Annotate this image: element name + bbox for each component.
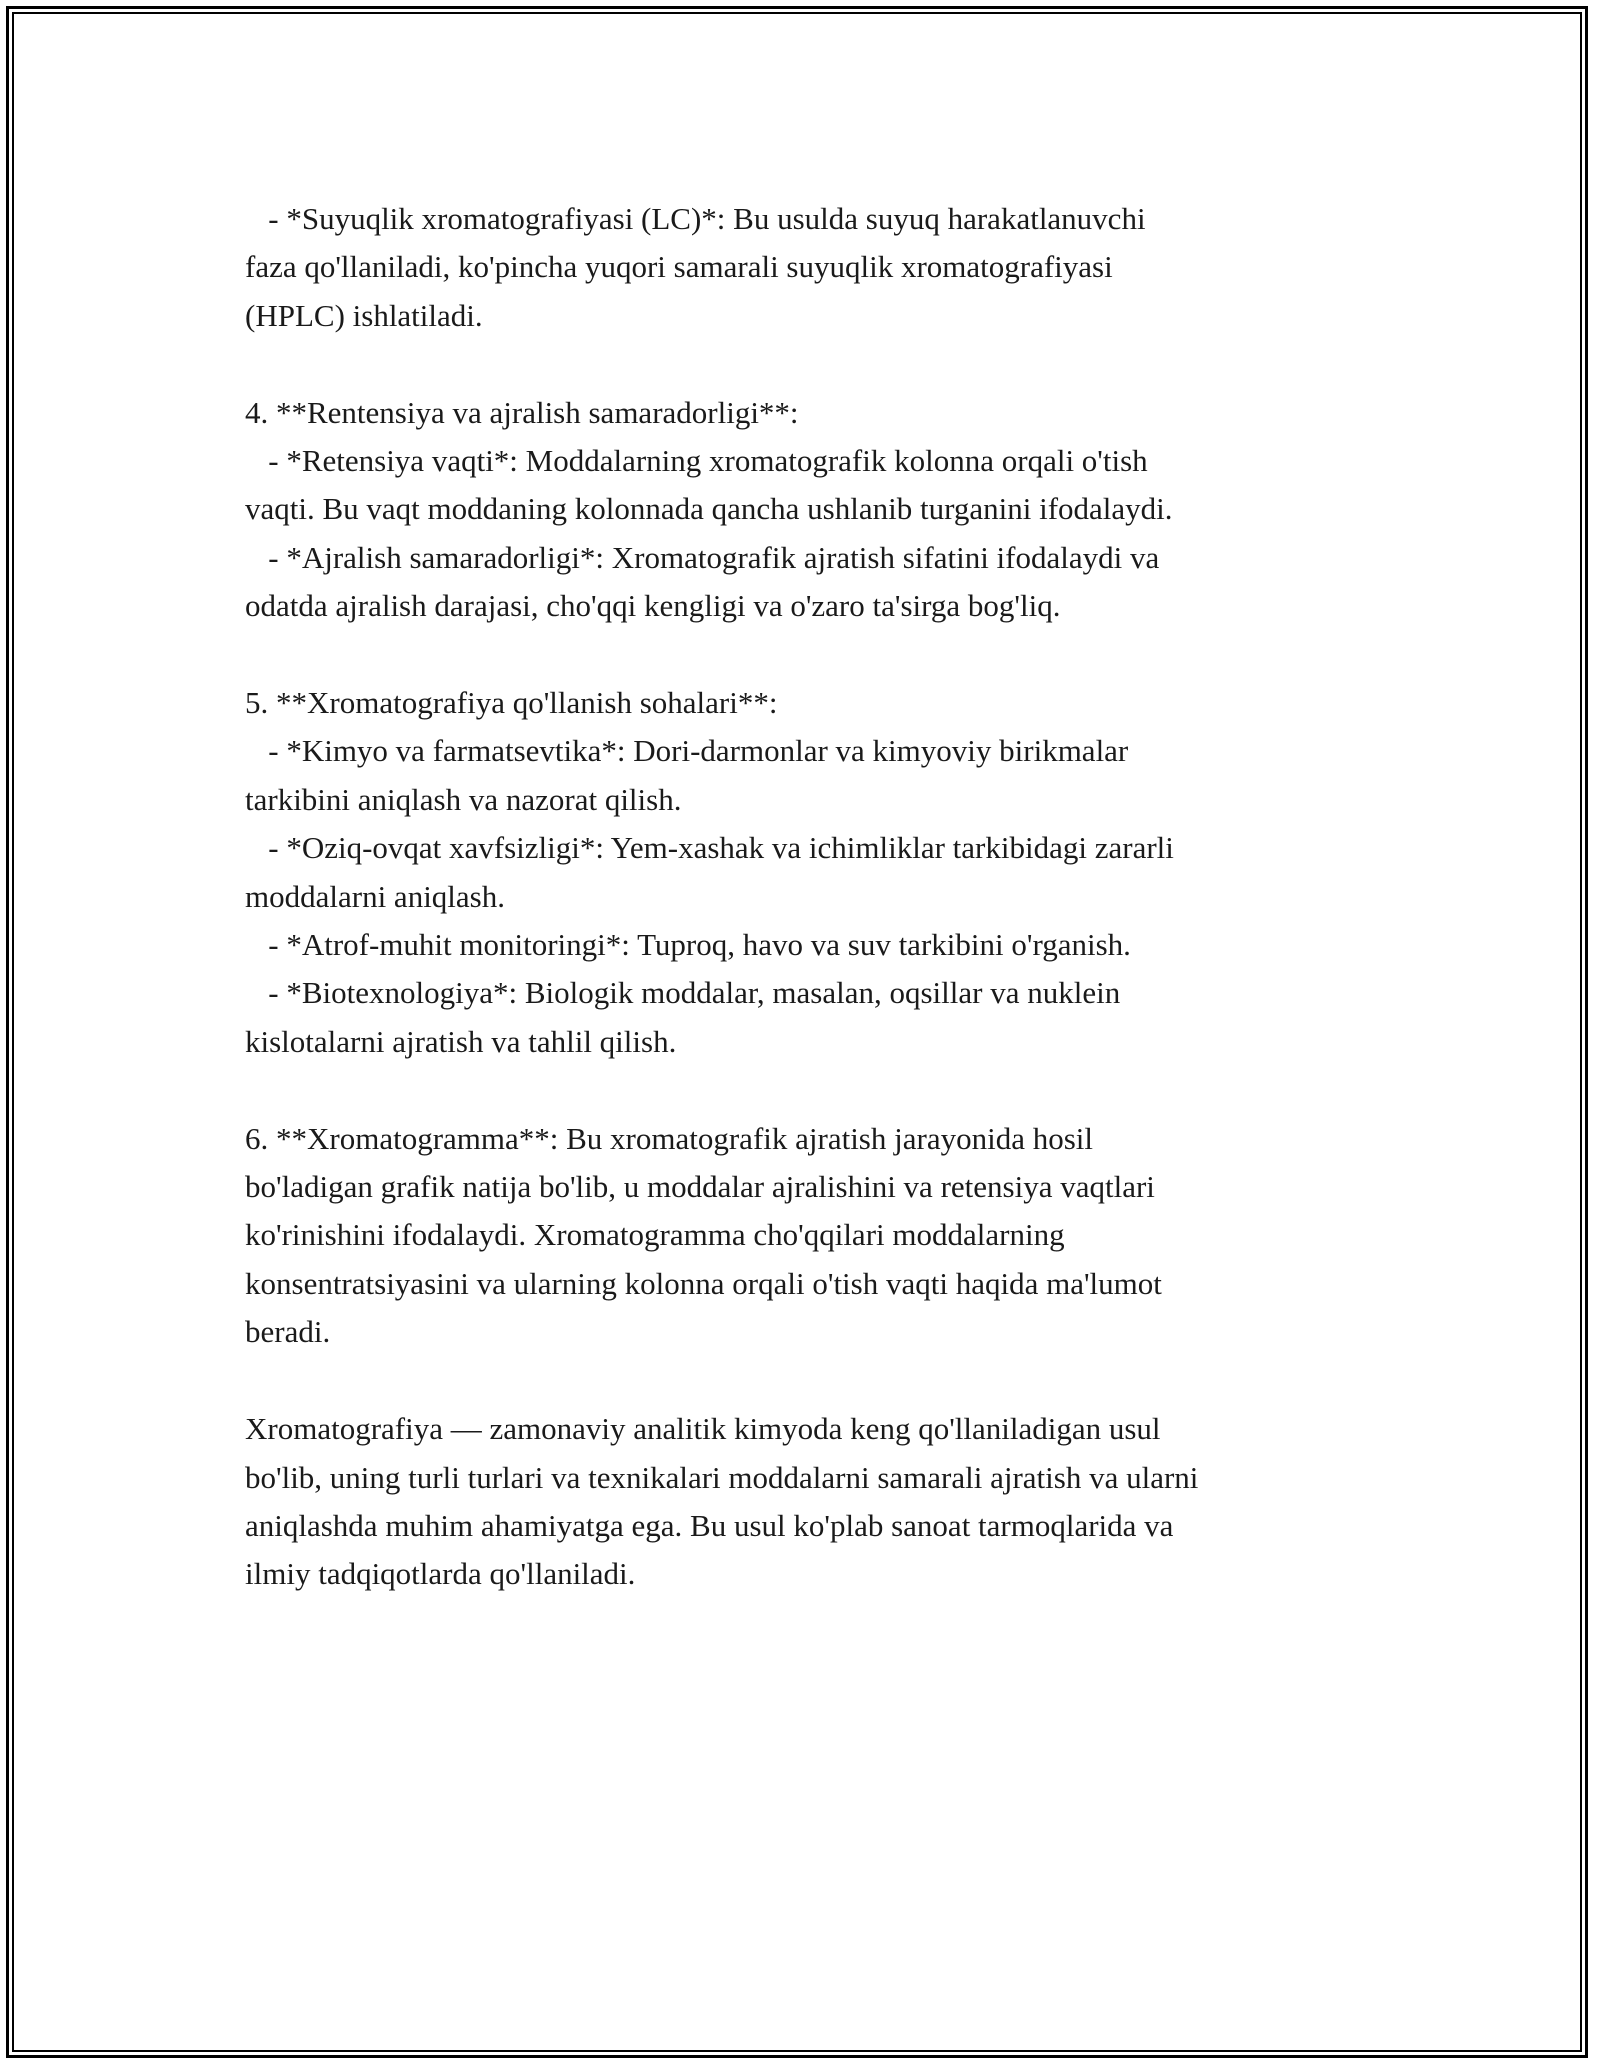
paragraph: [245, 195, 1425, 340]
text-line: - *Suyuqlik xromatografiyasi (LC)*: Bu usulda suyuq harakatlanuvchi: [245, 201, 1146, 236]
text-line: konsentratsiyasini va ularning kolonna orqali o'tish vaqti haqida ma'lumot: [245, 1265, 1162, 1301]
text-line: 4. **Rentensiya va ajralish samaradorligi**:: [245, 394, 799, 430]
text-line: - *Kimyo va farmatsevtika*: Dori-darmonlar va kimyoviy birikmalar: [245, 733, 1129, 769]
text-line: odatda ajralish darajasi, cho'qqi kengligi va o'zaro ta'sirga bog'liq.: [245, 588, 1061, 624]
paragraph: [245, 1405, 1425, 1599]
text-line: Xromatografiya — zamonaviy analitik kimyoda keng qo'llaniladigan usul: [245, 1411, 1161, 1447]
text-line: bo'lib, uning turli turlari va texnikalari moddalarni samarali ajratish va ularni: [245, 1459, 1199, 1495]
text-line: kislotalarni ajratish va tahlil qilish.: [245, 1023, 677, 1059]
text-line: aniqlashda muhim ahamiyatga ega. Bu usul ko'plab sanoat tarmoqlarida va: [245, 1507, 1174, 1543]
document-body: [245, 195, 1425, 1599]
text-line: faza qo'llaniladi, ko'pincha yuqori samarali suyuqlik xromatografiyasi: [245, 249, 1113, 285]
paragraph-gap: [245, 631, 1425, 679]
page-frame: [6, 6, 1588, 2058]
text-line: ilmiy tadqiqotlarda qo'llaniladi.: [245, 1556, 636, 1592]
text-line: 5. **Xromatografiya qo'llanish sohalari**:: [245, 685, 778, 721]
text-line: moddalarni aniqlash.: [245, 878, 505, 914]
text-line: - *Atrof-muhit monitoringi*: Tuproq, havo va suv tarkibini o'rganish.: [245, 927, 1131, 963]
paragraph: [245, 1115, 1425, 1357]
paragraph: [245, 679, 1425, 1066]
paragraph-gap: [245, 1357, 1425, 1405]
text-line: vaqti. Bu vaqt moddaning kolonnada qancha ushlanib turganini ifodalaydi.: [245, 491, 1173, 527]
text-line: - *Biotexnologiya*: Biologik moddalar, masalan, oqsillar va nuklein: [245, 975, 1121, 1011]
text-line: 6. **Xromatogramma**: Bu xromatografik ajratish jarayonida hosil: [245, 1120, 1093, 1156]
paragraph-gap: [245, 1066, 1425, 1114]
text-line: - *Oziq-ovqat xavfsizligi*: Yem-xashak va ichimliklar tarkibidagi zararli: [245, 830, 1174, 866]
text-line: tarkibini aniqlash va nazorat qilish.: [245, 781, 682, 817]
paragraph: [245, 389, 1425, 631]
paragraph-gap: [245, 340, 1425, 388]
text-line: (HPLC) ishlatiladi.: [245, 297, 483, 333]
text-line: bo'ladigan grafik natija bo'lib, u moddalar ajralishini va retensiya vaqtlari: [245, 1169, 1155, 1205]
text-line: beradi.: [245, 1314, 331, 1350]
text-line: - *Retensiya vaqti*: Moddalarning xromatografik kolonna orqali o'tish: [245, 443, 1148, 479]
text-line: ko'rinishini ifodalaydi. Xromatogramma cho'qqilari moddalarning: [245, 1217, 1065, 1253]
text-line: - *Ajralish samaradorligi*: Xromatografik ajratish sifatini ifodalaydi va: [245, 539, 1160, 575]
